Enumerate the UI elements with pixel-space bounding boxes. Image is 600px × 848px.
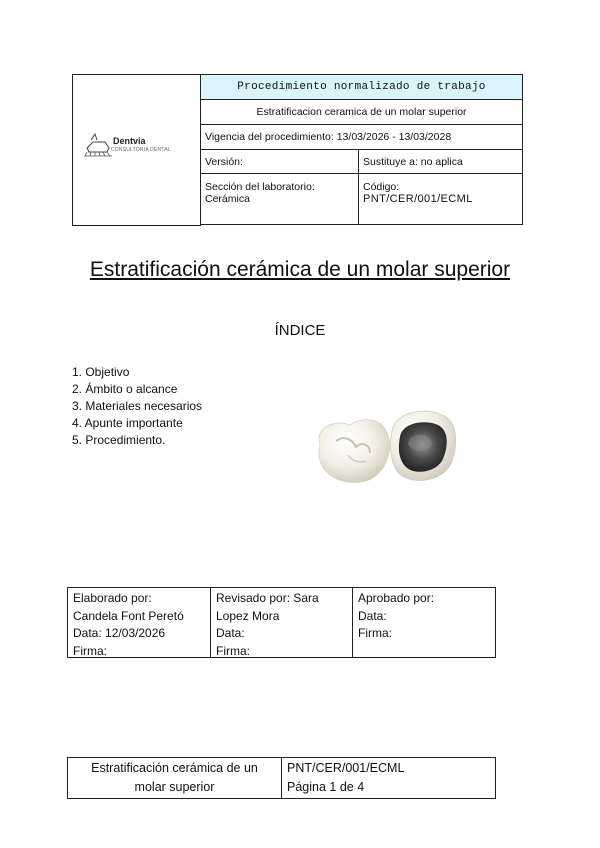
- approved-by-cell: [353, 588, 495, 657]
- footer-table: [67, 757, 496, 799]
- section-row: [201, 174, 522, 224]
- version-row: [201, 150, 522, 174]
- vigencia: Vigencia del procedimiento: 13/03/2026 - 13/03/2028: [201, 125, 522, 150]
- dentvia-logo: [83, 132, 195, 160]
- reviewed-by-label: Revisado por: Sara: [216, 591, 319, 605]
- approved-by-signature: Firma:: [358, 626, 392, 640]
- reviewed-by-cell: [211, 588, 353, 657]
- approved-by-date: Data:: [358, 608, 387, 623]
- main-title: Estratificación cerámica de un molar superior: [89, 258, 511, 281]
- reviewed-by-signature: Firma:: [216, 643, 250, 658]
- prepared-by-date: Data: 12/03/2026: [73, 626, 166, 640]
- reviewed-by-date: Data:: [216, 626, 245, 640]
- footer-code: PNT/CER/001/ECML: [287, 761, 405, 775]
- toc-item: 4. Apunte importante: [72, 416, 183, 430]
- code-cell: [359, 174, 522, 224]
- toc-item: 1. Objetivo: [72, 365, 130, 379]
- approved-by-label: Aprobado por:: [358, 591, 435, 605]
- toc-item: 3. Materiales necesarios: [72, 399, 203, 413]
- signature-table: [67, 587, 496, 658]
- index-title: ÍNDICE: [274, 322, 326, 339]
- crown-photo: [308, 405, 468, 490]
- reviewed-by-name: Lopez Mora: [216, 608, 280, 623]
- header-table: [72, 74, 523, 225]
- toc-item: 2. Ámbito o alcance: [72, 382, 178, 396]
- footer-title-line2: molar superior: [134, 780, 215, 794]
- doc-type-title: Procedimiento normalizado de trabajo: [201, 75, 522, 100]
- header-info-grid: [200, 74, 523, 225]
- toc-item: 5. Procedimiento.: [72, 433, 166, 447]
- code-label: Código:: [363, 181, 400, 193]
- footer-title-cell: [68, 758, 282, 798]
- prepared-by-signature: Firma:: [73, 643, 107, 658]
- logo-cell: [72, 74, 201, 226]
- prepared-by-cell: [68, 588, 211, 657]
- table-of-contents: [72, 364, 202, 449]
- logo-subtitle: CONSULTORIA DENTAL: [111, 147, 171, 153]
- footer-code-cell: [282, 758, 495, 798]
- version-label: Versión:: [201, 150, 359, 173]
- section-cell: [201, 174, 359, 224]
- prepared-by-label: Elaborado por:: [73, 591, 152, 605]
- doc-subtitle: Estratificacion ceramica de un molar superior: [201, 100, 522, 125]
- section-value: Cerámica: [205, 193, 250, 205]
- section-label: Sección del laboratorio:: [205, 181, 315, 193]
- sustituye: Sustituye a: no aplica: [363, 156, 463, 168]
- code-value: PNT/CER/001/ECML: [363, 193, 473, 205]
- footer-title-line1: Estratificación cerámica de un: [91, 761, 258, 775]
- logo-name: Dentvia: [113, 136, 146, 146]
- page-number: Página 1 de 4: [287, 780, 365, 794]
- prepared-by-name: Candela Font Peretó: [73, 608, 184, 623]
